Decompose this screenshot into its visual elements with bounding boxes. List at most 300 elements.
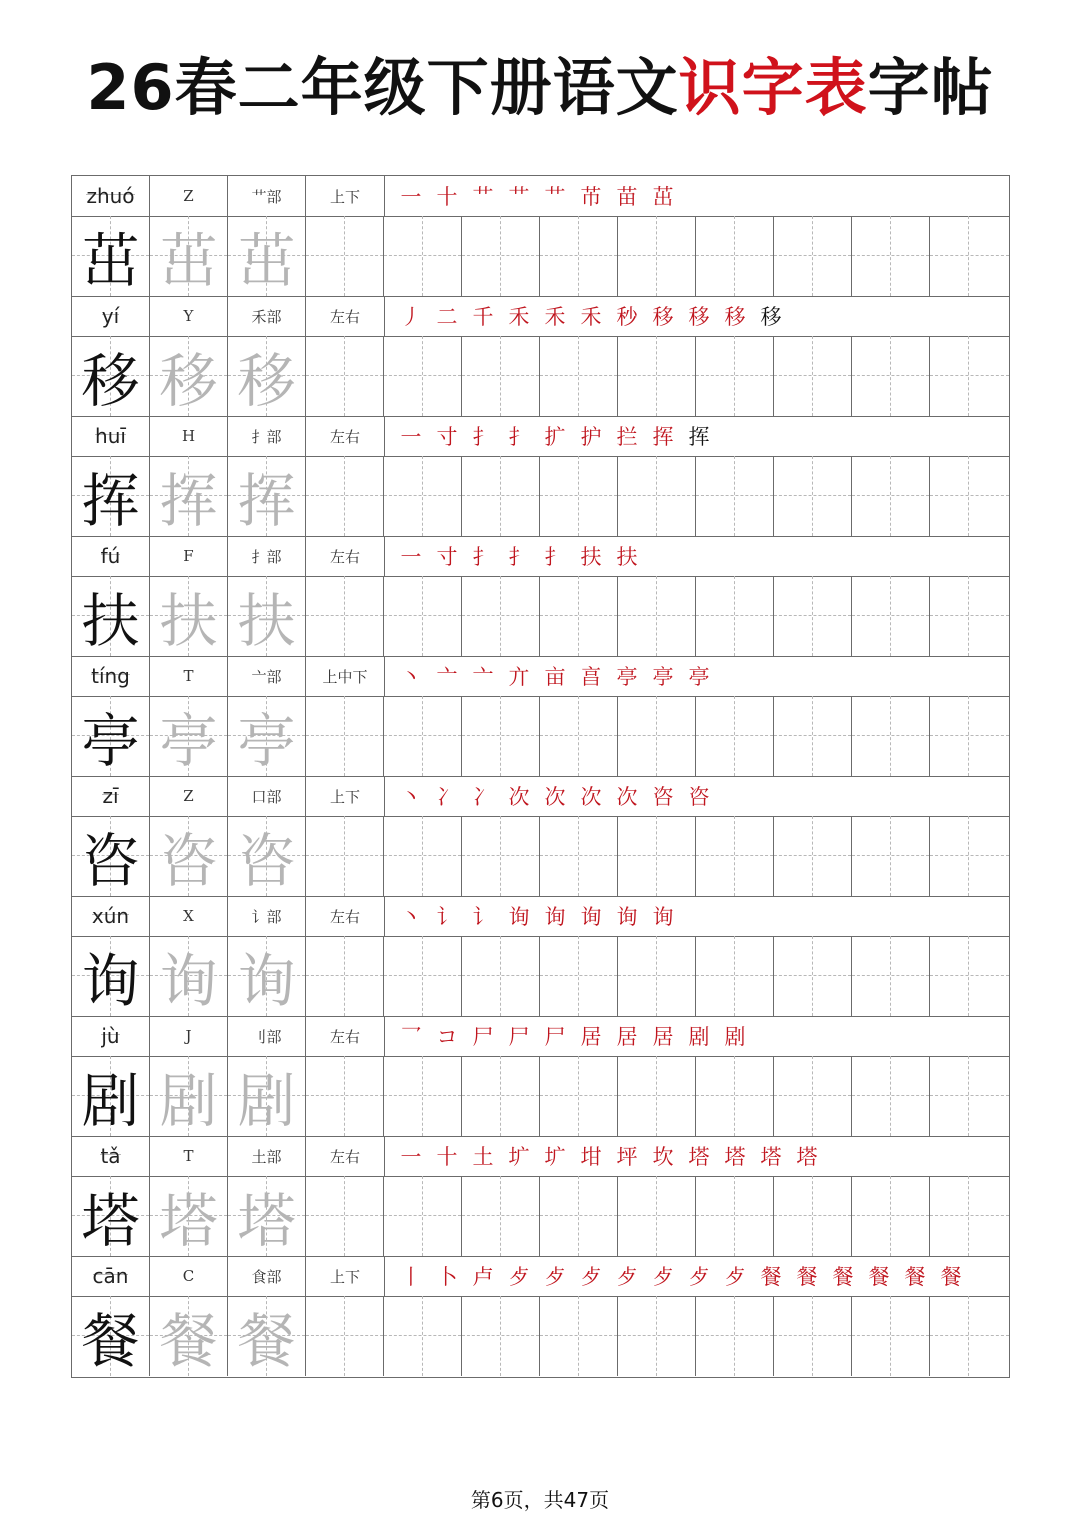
practice-cell[interactable] (384, 936, 462, 1016)
practice-cell[interactable] (774, 816, 852, 896)
radical-cell (228, 776, 306, 816)
pinyin-text: huī (95, 424, 126, 448)
stroke-step: 亭 (688, 665, 710, 689)
pinyin-text: tǎ (100, 1144, 121, 1168)
practice-cell[interactable] (852, 1056, 930, 1136)
stroke-step: 卢 (472, 1265, 494, 1289)
practice-cell[interactable] (306, 1296, 384, 1376)
stroke-step: 歺 (616, 1265, 638, 1289)
practice-cell[interactable] (462, 1176, 540, 1256)
practice-cell[interactable] (618, 1296, 696, 1376)
trace-character: 询 (159, 947, 218, 1015)
stroke-step: 塔 (796, 1145, 818, 1169)
stroke-step: 丿 (400, 305, 422, 329)
writing-row (72, 1176, 1009, 1257)
model-character: 扶 (81, 587, 140, 655)
practice-cell[interactable] (774, 456, 852, 536)
pinyin-text: zī (102, 784, 119, 808)
model-character-cell (72, 336, 150, 416)
practice-cell[interactable] (930, 936, 1009, 1016)
practice-cell[interactable] (306, 456, 384, 536)
stroke-step: 艹 (544, 185, 566, 209)
initial-letter-cell (150, 536, 228, 576)
stroke-step: 餐 (868, 1265, 890, 1289)
practice-cell[interactable] (774, 576, 852, 656)
practice-cell[interactable] (774, 216, 852, 296)
practice-cell[interactable] (540, 1176, 618, 1256)
stroke-step: 塔 (688, 1145, 710, 1169)
practice-cell[interactable] (852, 1176, 930, 1256)
trace-character-cell (228, 696, 306, 776)
practice-cell[interactable] (852, 216, 930, 296)
structure-text: 左右 (329, 1147, 360, 1166)
model-character: 剧 (81, 1067, 140, 1135)
structure-cell (306, 1016, 385, 1056)
pinyin-cell (72, 776, 150, 816)
structure-text: 左右 (329, 1027, 360, 1046)
practice-cell[interactable] (540, 696, 618, 776)
practice-cell[interactable] (540, 216, 618, 296)
practice-cell[interactable] (696, 696, 774, 776)
practice-cell[interactable] (384, 1296, 462, 1376)
stroke-step: 次 (580, 785, 602, 809)
pinyin-cell (72, 1136, 150, 1176)
practice-cell[interactable] (306, 816, 384, 896)
structure-cell (306, 776, 385, 816)
trace-character: 餐 (159, 1307, 218, 1375)
model-character: 询 (81, 947, 140, 1015)
model-character-cell (72, 816, 150, 896)
practice-cell[interactable] (774, 936, 852, 1016)
initial-letter-cell (150, 176, 228, 216)
initial-letter-text: T (183, 1147, 194, 1165)
model-character-cell (72, 1176, 150, 1256)
practice-cell[interactable] (384, 696, 462, 776)
stroke-step: 挥 (688, 425, 710, 449)
practice-cell[interactable] (384, 456, 462, 536)
stroke-step: 丶 (400, 785, 422, 809)
writing-row (72, 936, 1009, 1017)
practice-cell[interactable] (852, 576, 930, 656)
practice-cell[interactable] (696, 816, 774, 896)
stroke-step: 护 (580, 425, 602, 449)
stroke-step: 土 (472, 1145, 494, 1169)
practice-cell[interactable] (774, 1056, 852, 1136)
pinyin-cell (72, 896, 150, 936)
trace-character: 茁 (159, 227, 218, 295)
practice-cell[interactable] (852, 696, 930, 776)
stroke-step: 亭 (652, 665, 674, 689)
practice-cell[interactable] (696, 456, 774, 536)
stroke-step: 扌 (472, 545, 494, 569)
trace-character: 塔 (237, 1187, 296, 1255)
writing-row (72, 1056, 1009, 1137)
stroke-step: 讠 (436, 905, 458, 929)
stroke-step: 询 (508, 905, 530, 929)
practice-cell[interactable] (618, 216, 696, 296)
practice-cell[interactable] (384, 336, 462, 416)
trace-character-cell (228, 816, 306, 896)
trace-character: 扶 (159, 587, 218, 655)
structure-cell (306, 1136, 385, 1176)
trace-character-cell (150, 1176, 228, 1256)
practice-cell[interactable] (462, 1056, 540, 1136)
stroke-step: 茁 (652, 185, 674, 209)
practice-sheet (71, 175, 1010, 1378)
radical-text: 艹部 (251, 187, 282, 206)
structure-cell (306, 176, 385, 216)
practice-cell[interactable] (930, 336, 1009, 416)
stroke-step: 次 (544, 785, 566, 809)
stroke-step: 一 (400, 1145, 422, 1169)
model-character: 餐 (81, 1307, 140, 1375)
practice-cell[interactable] (852, 336, 930, 416)
pinyin-cell (72, 536, 150, 576)
stroke-order (385, 656, 1009, 696)
initial-letter-text: C (182, 1267, 195, 1285)
stroke-step: 歺 (688, 1265, 710, 1289)
radical-text: 讠部 (251, 907, 282, 926)
trace-character-cell (150, 1296, 228, 1376)
info-row (72, 296, 1009, 337)
stroke-step: 一 (400, 185, 422, 209)
stroke-step: 扩 (544, 425, 566, 449)
practice-cell[interactable] (852, 1296, 930, 1376)
radical-text: 口部 (251, 787, 282, 806)
info-row (72, 656, 1009, 697)
info-row (72, 416, 1009, 457)
trace-character: 咨 (237, 827, 296, 895)
radical-cell (228, 1256, 306, 1296)
initial-letter-cell (150, 416, 228, 456)
stroke-order (385, 1016, 1009, 1056)
title-part-3: 字帖 (867, 51, 994, 124)
practice-cell[interactable] (930, 1296, 1009, 1376)
initial-letter-text: Y (183, 307, 194, 325)
trace-character: 移 (237, 347, 296, 415)
stroke-step: 尸 (544, 1025, 566, 1049)
initial-letter-text: X (183, 907, 194, 925)
practice-cell[interactable] (462, 336, 540, 416)
initial-letter-text: T (183, 667, 194, 685)
stroke-step: 十 (436, 185, 458, 209)
model-character-cell (72, 1056, 150, 1136)
stroke-step: 歺 (544, 1265, 566, 1289)
stroke-step: 丶 (400, 905, 422, 929)
stroke-step: 坪 (616, 1145, 638, 1169)
trace-character-cell (228, 456, 306, 536)
trace-character-cell (228, 936, 306, 1016)
practice-cell[interactable] (852, 816, 930, 896)
character-block (72, 536, 1011, 656)
stroke-step: 剧 (724, 1025, 746, 1049)
practice-cell[interactable] (462, 816, 540, 896)
practice-cell[interactable] (540, 936, 618, 1016)
pinyin-text: yí (101, 304, 120, 328)
model-character-cell (72, 456, 150, 536)
radical-cell (228, 1136, 306, 1176)
radical-text: 扌部 (251, 427, 282, 446)
character-block (72, 1136, 1011, 1256)
model-character: 亭 (81, 707, 140, 775)
initial-letter-cell (150, 1016, 228, 1056)
page-title (0, 38, 1080, 138)
initial-letter-text: H (181, 427, 196, 445)
stroke-step: 挥 (652, 425, 674, 449)
stroke-step: 餐 (904, 1265, 926, 1289)
info-row (72, 1016, 1009, 1057)
pinyin-cell (72, 416, 150, 456)
structure-text: 左右 (329, 427, 360, 446)
stroke-order (385, 1256, 1009, 1296)
structure-cell (306, 656, 385, 696)
stroke-step: 咨 (652, 785, 674, 809)
character-block (72, 776, 1011, 896)
stroke-step: 歺 (724, 1265, 746, 1289)
trace-character: 挥 (237, 467, 296, 535)
radical-text: 禾部 (251, 307, 282, 326)
model-character: 移 (81, 347, 140, 415)
practice-cell[interactable] (696, 1176, 774, 1256)
practice-cell[interactable] (384, 216, 462, 296)
initial-letter-cell (150, 296, 228, 336)
stroke-step: 扶 (580, 545, 602, 569)
stroke-order (385, 296, 1009, 336)
practice-cell[interactable] (696, 1056, 774, 1136)
practice-cell[interactable] (384, 576, 462, 656)
practice-cell[interactable] (540, 816, 618, 896)
trace-character: 挥 (159, 467, 218, 535)
stroke-step: 移 (652, 305, 674, 329)
stroke-step: 餐 (796, 1265, 818, 1289)
info-row (72, 776, 1009, 817)
structure-text: 上下 (329, 187, 360, 206)
stroke-step: 禾 (544, 305, 566, 329)
model-character: 茁 (81, 227, 140, 295)
info-row (72, 536, 1009, 577)
practice-cell[interactable] (774, 1176, 852, 1256)
trace-character: 餐 (237, 1307, 296, 1375)
stroke-step: 亭 (616, 665, 638, 689)
practice-cell[interactable] (930, 1176, 1009, 1256)
radical-cell (228, 896, 306, 936)
trace-character: 亭 (159, 707, 218, 775)
practice-cell[interactable] (774, 696, 852, 776)
initial-letter-cell (150, 1256, 228, 1296)
stroke-step: 扌 (544, 545, 566, 569)
stroke-step: 卜 (436, 1265, 458, 1289)
writing-row (72, 576, 1009, 657)
writing-row (72, 1296, 1009, 1376)
practice-cell[interactable] (618, 456, 696, 536)
stroke-step: 询 (544, 905, 566, 929)
stroke-step: 亠 (436, 665, 458, 689)
practice-cell[interactable] (384, 816, 462, 896)
radical-text: 食部 (251, 1267, 282, 1286)
practice-cell[interactable] (696, 936, 774, 1016)
stroke-step: 扌 (508, 425, 530, 449)
practice-cell[interactable] (774, 336, 852, 416)
stroke-step: 居 (580, 1025, 602, 1049)
stroke-step: 寸 (436, 545, 458, 569)
practice-cell[interactable] (306, 336, 384, 416)
model-character: 咨 (81, 827, 140, 895)
practice-cell[interactable] (306, 696, 384, 776)
pinyin-cell (72, 176, 150, 216)
practice-cell[interactable] (696, 576, 774, 656)
trace-character: 塔 (159, 1187, 218, 1255)
practice-cell[interactable] (930, 696, 1009, 776)
stroke-order (385, 1136, 1009, 1176)
model-character-cell (72, 1296, 150, 1376)
practice-cell[interactable] (618, 816, 696, 896)
practice-cell[interactable] (618, 1176, 696, 1256)
trace-character-cell (150, 336, 228, 416)
trace-character-cell (150, 936, 228, 1016)
practice-cell[interactable] (930, 456, 1009, 536)
trace-character: 咨 (159, 827, 218, 895)
stroke-step: 禾 (580, 305, 602, 329)
stroke-step: 餐 (760, 1265, 782, 1289)
stroke-step: 丨 (400, 1265, 422, 1289)
writing-row (72, 816, 1009, 897)
practice-cell[interactable] (462, 576, 540, 656)
practice-cell[interactable] (696, 336, 774, 416)
initial-letter-text: J (185, 1027, 192, 1045)
practice-cell[interactable] (696, 216, 774, 296)
practice-cell[interactable] (618, 1056, 696, 1136)
practice-cell[interactable] (540, 1296, 618, 1376)
practice-cell[interactable] (852, 936, 930, 1016)
structure-cell (306, 1256, 385, 1296)
practice-cell[interactable] (462, 456, 540, 536)
practice-cell[interactable] (540, 456, 618, 536)
stroke-order (385, 416, 1009, 456)
practice-cell[interactable] (930, 576, 1009, 656)
trace-character-cell (150, 816, 228, 896)
practice-cell[interactable] (306, 1176, 384, 1256)
radical-cell (228, 296, 306, 336)
trace-character: 剧 (237, 1067, 296, 1135)
practice-cell[interactable] (696, 1296, 774, 1376)
structure-text: 左右 (329, 307, 360, 326)
practice-cell[interactable] (462, 1296, 540, 1376)
radical-cell (228, 176, 306, 216)
radical-cell (228, 416, 306, 456)
practice-cell[interactable] (462, 216, 540, 296)
practice-cell[interactable] (306, 576, 384, 656)
pinyin-text: tíng (91, 664, 130, 688)
character-block (72, 896, 1011, 1016)
structure-text: 上下 (329, 1267, 360, 1286)
practice-cell[interactable] (618, 336, 696, 416)
stroke-step: 冫 (472, 785, 494, 809)
practice-cell[interactable] (540, 1056, 618, 1136)
stroke-step: 餐 (940, 1265, 962, 1289)
practice-cell[interactable] (930, 816, 1009, 896)
character-block (72, 176, 1011, 296)
practice-cell[interactable] (462, 696, 540, 776)
stroke-step: 亩 (544, 665, 566, 689)
writing-row (72, 216, 1009, 297)
trace-character-cell (228, 336, 306, 416)
stroke-step: 坩 (580, 1145, 602, 1169)
pinyin-text: fú (100, 544, 121, 568)
radical-text: 土部 (251, 1147, 282, 1166)
writing-row (72, 696, 1009, 777)
practice-cell[interactable] (930, 1056, 1009, 1136)
practice-cell[interactable] (540, 336, 618, 416)
pinyin-cell (72, 656, 150, 696)
stroke-step: 一 (400, 545, 422, 569)
practice-cell[interactable] (618, 936, 696, 1016)
stroke-step: 艹 (472, 185, 494, 209)
stroke-order (385, 896, 1009, 936)
stroke-step: 二 (436, 305, 458, 329)
practice-cell[interactable] (540, 576, 618, 656)
structure-text: 上下 (329, 787, 360, 806)
practice-cell[interactable] (462, 936, 540, 1016)
pinyin-text: cān (92, 1264, 129, 1288)
stroke-step: 讠 (472, 905, 494, 929)
model-character: 塔 (81, 1187, 140, 1255)
radical-cell (228, 536, 306, 576)
info-row (72, 1256, 1009, 1297)
model-character-cell (72, 696, 150, 776)
page-number: 第6页，共47页 (470, 1488, 610, 1512)
pinyin-text: jù (101, 1024, 120, 1048)
trace-character-cell (150, 456, 228, 536)
stroke-step: 歺 (508, 1265, 530, 1289)
trace-character: 移 (159, 347, 218, 415)
stroke-step: 移 (724, 305, 746, 329)
practice-cell[interactable] (384, 1176, 462, 1256)
trace-character: 茁 (237, 227, 296, 295)
radical-text: 刂部 (251, 1027, 282, 1046)
practice-cell[interactable] (774, 1296, 852, 1376)
trace-character: 亭 (237, 707, 296, 775)
title-part-1: 26春二年级下册语文 (86, 51, 679, 124)
info-row (72, 896, 1009, 937)
stroke-step: 乛 (400, 1025, 422, 1049)
structure-text: 左右 (329, 547, 360, 566)
writing-row (72, 336, 1009, 417)
trace-character: 剧 (159, 1067, 218, 1135)
trace-character: 扶 (237, 587, 296, 655)
stroke-step: 歺 (580, 1265, 602, 1289)
info-row (72, 1136, 1009, 1177)
info-row (72, 176, 1009, 217)
practice-cell[interactable] (384, 1056, 462, 1136)
practice-cell[interactable] (852, 456, 930, 536)
practice-cell[interactable] (618, 576, 696, 656)
stroke-step: 秒 (616, 305, 638, 329)
radical-text: 扌部 (251, 547, 282, 566)
stroke-step: 塔 (760, 1145, 782, 1169)
practice-cell[interactable] (618, 696, 696, 776)
stroke-step: 扌 (472, 425, 494, 449)
stroke-step: 苗 (616, 185, 638, 209)
stroke-step: 尸 (508, 1025, 530, 1049)
practice-cell[interactable] (306, 216, 384, 296)
practice-cell[interactable] (306, 1056, 384, 1136)
model-character-cell (72, 216, 150, 296)
practice-cell[interactable] (306, 936, 384, 1016)
initial-letter-cell (150, 776, 228, 816)
stroke-step: 亯 (580, 665, 602, 689)
stroke-step: 居 (652, 1025, 674, 1049)
practice-cell[interactable] (930, 216, 1009, 296)
